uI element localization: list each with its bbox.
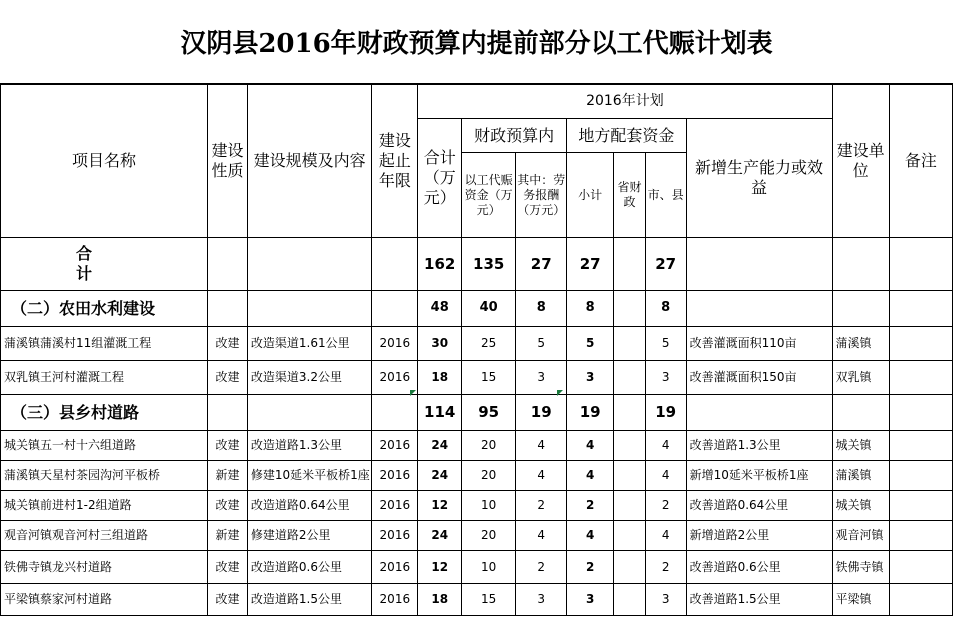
cell-labor: 2 [516, 491, 567, 521]
cell-fund: 25 [462, 327, 516, 361]
cell-total: 24 [418, 521, 462, 551]
cell-year: 2016 [372, 491, 418, 521]
header-local-funds: 地方配套资金 [567, 119, 686, 153]
cell-subtotal: 2 [567, 491, 614, 521]
cell-nature: 新建 [208, 521, 248, 551]
cell-remark [889, 521, 952, 551]
cell-year: 2016 [372, 461, 418, 491]
cell-labor: 5 [516, 327, 567, 361]
cell-benefit: 改善道路0.6公里 [686, 551, 832, 584]
cell-labor: 3 [516, 361, 567, 395]
cell-province [614, 431, 646, 461]
header-nature: 建设性质 [208, 85, 248, 238]
header-new-capacity: 新增生产能力或效益 [686, 119, 832, 238]
cell-year: 2016 [372, 551, 418, 584]
cell-remark [889, 327, 952, 361]
header-labor-pay: 其中：劳务报酬（万元） [516, 153, 567, 238]
cell-nature: 改建 [208, 431, 248, 461]
section-province [614, 395, 646, 431]
cell-total: 24 [418, 461, 462, 491]
cell-city: 4 [645, 521, 686, 551]
table-row [1, 551, 953, 584]
cell-marker-icon [557, 390, 563, 396]
table-row [1, 327, 953, 361]
cell-remark [889, 361, 952, 395]
section-total: 48 [418, 291, 462, 327]
cell-fund: 20 [462, 521, 516, 551]
cell-unit: 双乳镇 [832, 361, 889, 395]
cell-subtotal: 2 [567, 551, 614, 584]
total-province [614, 238, 646, 291]
cell-year: 2016 [372, 521, 418, 551]
section-city: 8 [645, 291, 686, 327]
header-plan-2016: 2016年计划 [418, 85, 832, 119]
cell-project-name: 双乳镇王河村灌溉工程 [1, 361, 208, 395]
header-period: 建设起止年限 [372, 85, 418, 238]
cell-remark [889, 551, 952, 584]
cell-total: 18 [418, 584, 462, 616]
section-row [1, 395, 953, 431]
section-labor: 8 [516, 291, 567, 327]
header-fiscal-budget: 财政预算内 [462, 119, 567, 153]
cell-city: 4 [645, 431, 686, 461]
header-total: 合计（万元） [418, 119, 462, 238]
table-row [1, 521, 953, 551]
cell-subtotal: 4 [567, 521, 614, 551]
cell-benefit: 改善灌溉面积110亩 [686, 327, 832, 361]
total-labor: 27 [516, 238, 567, 291]
cell-subtotal: 3 [567, 361, 614, 395]
header-scale: 建设规模及内容 [247, 85, 371, 238]
cell-subtotal: 3 [567, 584, 614, 616]
section-total: 114 [418, 395, 462, 431]
cell-unit: 城关镇 [832, 431, 889, 461]
cell-city: 5 [645, 327, 686, 361]
cell-subtotal: 4 [567, 431, 614, 461]
section-subtotal: 8 [567, 291, 614, 327]
cell-unit: 蒲溪镇 [832, 327, 889, 361]
cell-remark [889, 431, 952, 461]
cell-year: 2016 [372, 431, 418, 461]
cell-province [614, 584, 646, 616]
cell-labor: 4 [516, 521, 567, 551]
cell-scale: 改造道路1.5公里 [247, 584, 371, 616]
cell-marker-icon [410, 390, 416, 396]
cell-unit: 观音河镇 [832, 521, 889, 551]
cell-subtotal: 4 [567, 461, 614, 491]
cell-fund: 20 [462, 461, 516, 491]
table-row [1, 361, 953, 395]
cell-project-name: 城关镇前进村1-2组道路 [1, 491, 208, 521]
header-province: 省财政 [614, 153, 646, 238]
cell-nature: 改建 [208, 361, 248, 395]
cell-benefit: 新增道路2公里 [686, 521, 832, 551]
section-fund: 95 [462, 395, 516, 431]
cell-benefit: 改善道路1.5公里 [686, 584, 832, 616]
cell-city: 4 [645, 461, 686, 491]
cell-total: 12 [418, 491, 462, 521]
section-subtotal: 19 [567, 395, 614, 431]
cell-province [614, 491, 646, 521]
section-title: （二）农田水利建设 [1, 291, 208, 327]
cell-labor: 4 [516, 461, 567, 491]
cell-benefit: 改善道路0.64公里 [686, 491, 832, 521]
total-city: 27 [645, 238, 686, 291]
total-fund: 135 [462, 238, 516, 291]
cell-city: 2 [645, 491, 686, 521]
total-label: 合 计 [1, 238, 208, 291]
cell-project-name: 蒲溪镇蒲溪村11组灌溉工程 [1, 327, 208, 361]
cell-fund: 10 [462, 491, 516, 521]
cell-subtotal: 5 [567, 327, 614, 361]
cell-fund: 15 [462, 584, 516, 616]
cell-nature: 改建 [208, 491, 248, 521]
cell-scale: 修建10延米平板桥1座 [247, 461, 371, 491]
total-row [1, 238, 953, 291]
cell-remark [889, 491, 952, 521]
header-subtotal: 小计 [567, 153, 614, 238]
table-row [1, 491, 953, 521]
cell-total: 12 [418, 551, 462, 584]
cell-year: 2016 [372, 361, 418, 395]
cell-city: 3 [645, 361, 686, 395]
cell-remark [889, 461, 952, 491]
cell-nature: 改建 [208, 584, 248, 616]
cell-province [614, 521, 646, 551]
cell-nature: 改建 [208, 551, 248, 584]
plan-table [0, 84, 953, 616]
page-title: 汉阴县2016年财政预算内提前部分以工代赈计划表 [0, 0, 953, 84]
cell-labor: 3 [516, 584, 567, 616]
cell-fund: 10 [462, 551, 516, 584]
cell-city: 2 [645, 551, 686, 584]
cell-scale: 改造道路1.3公里 [247, 431, 371, 461]
cell-benefit: 改善灌溉面积150亩 [686, 361, 832, 395]
cell-total: 30 [418, 327, 462, 361]
section-province [614, 291, 646, 327]
cell-nature: 改建 [208, 327, 248, 361]
cell-nature: 新建 [208, 461, 248, 491]
table-row [1, 584, 953, 616]
cell-project-name: 城关镇五一村十六组道路 [1, 431, 208, 461]
header-remarks: 备注 [889, 85, 952, 238]
section-title: （三）县乡村道路 [1, 395, 208, 431]
cell-year: 2016 [372, 327, 418, 361]
section-row [1, 291, 953, 327]
cell-scale: 改造道路0.6公里 [247, 551, 371, 584]
cell-scale: 改造道路0.64公里 [247, 491, 371, 521]
cell-unit: 蒲溪镇 [832, 461, 889, 491]
header-unit: 建设单位 [832, 85, 889, 238]
total-amount: 162 [418, 238, 462, 291]
cell-benefit: 改善道路1.3公里 [686, 431, 832, 461]
cell-province [614, 461, 646, 491]
cell-labor: 2 [516, 551, 567, 584]
cell-project-name: 蒲溪镇天星村茶园沟河平板桥 [1, 461, 208, 491]
cell-total: 18 [418, 361, 462, 395]
cell-fund: 15 [462, 361, 516, 395]
cell-province [614, 551, 646, 584]
cell-remark [889, 584, 952, 616]
header-project-name: 项目名称 [1, 85, 208, 238]
cell-fund: 20 [462, 431, 516, 461]
cell-labor: 4 [516, 431, 567, 461]
cell-unit: 平梁镇 [832, 584, 889, 616]
table-row [1, 431, 953, 461]
cell-benefit: 新增10延米平板桥1座 [686, 461, 832, 491]
cell-city: 3 [645, 584, 686, 616]
cell-project-name: 观音河镇观音河村三组道路 [1, 521, 208, 551]
cell-total: 24 [418, 431, 462, 461]
cell-province [614, 327, 646, 361]
section-city: 19 [645, 395, 686, 431]
cell-unit: 铁佛寺镇 [832, 551, 889, 584]
cell-year: 2016 [372, 584, 418, 616]
cell-scale: 修建道路2公里 [247, 521, 371, 551]
cell-project-name: 铁佛寺镇龙兴村道路 [1, 551, 208, 584]
cell-scale: 改造渠道3.2公里 [247, 361, 371, 395]
header-work-relief: 以工代赈资金（万元） [462, 153, 516, 238]
cell-unit: 城关镇 [832, 491, 889, 521]
header-city-county: 市、县 [645, 153, 686, 238]
table-row [1, 461, 953, 491]
cell-scale: 改造渠道1.61公里 [247, 327, 371, 361]
cell-project-name: 平梁镇蔡家河村道路 [1, 584, 208, 616]
section-fund: 40 [462, 291, 516, 327]
cell-province [614, 361, 646, 395]
total-subtotal: 27 [567, 238, 614, 291]
section-labor: 19 [516, 395, 567, 431]
